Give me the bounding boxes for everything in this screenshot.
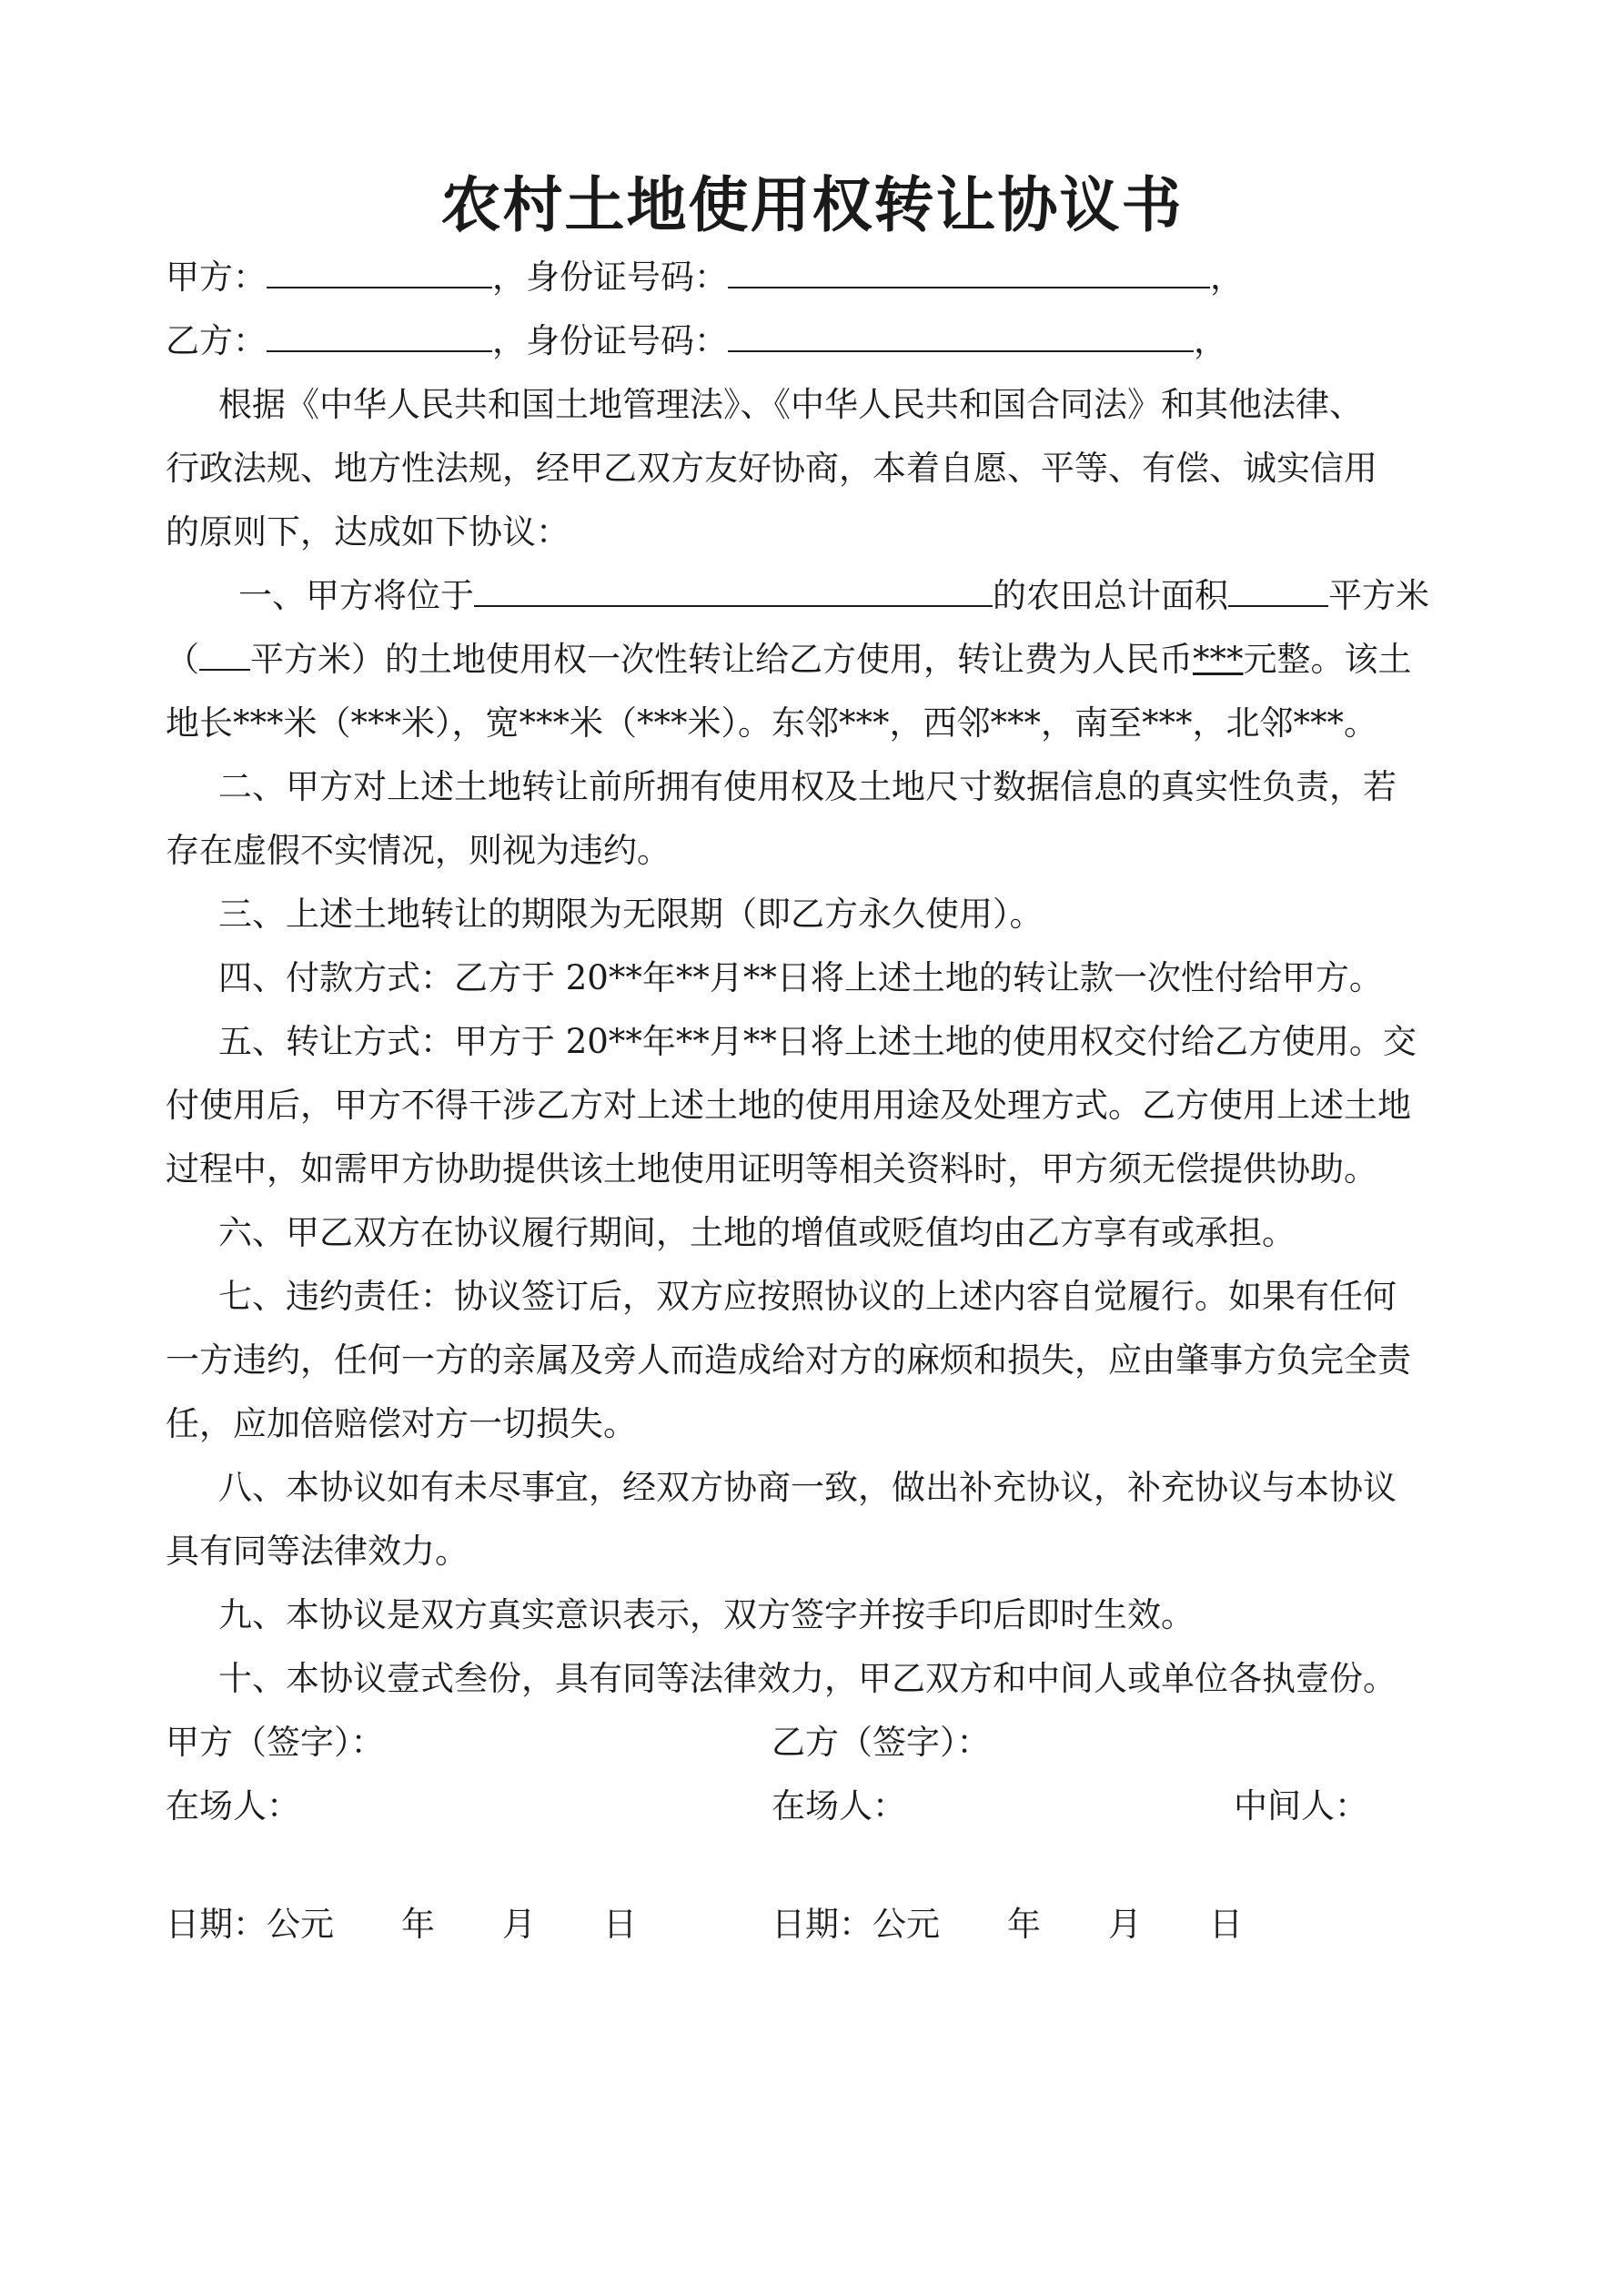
party-b-signature-label: 乙方（签字）：: [772, 1723, 991, 1762]
party-b-id-label: ，身份证号码：: [492, 321, 728, 360]
clause-7-line-1: 七、违约责任：协议签订后，双方应按照协议的上述内容自觉履行。如果有任何: [218, 1277, 1397, 1316]
date-b-label: 日期：公元 年 月 日: [772, 1905, 1243, 1944]
party-a-label: 甲方：: [166, 258, 267, 297]
price-value: ***: [1193, 640, 1244, 679]
clause-4: 四、付款方式：乙方于 20**年**月**日将上述土地的转让款一次性付给甲方。: [218, 958, 1383, 997]
clause-3: 三、上述土地转让的期限为无限期（即乙方永久使用）。: [218, 895, 1044, 934]
clause-6: 六、甲乙双方在协议履行期间，土地的增值或贬值均由乙方享有或承担。: [218, 1213, 1296, 1252]
party-b-id-blank: [728, 319, 1194, 352]
clause-8-line-1: 八、本协议如有未尽事宜，经双方协商一致，做出补充协议，补充协议与本协议: [218, 1468, 1397, 1507]
clause-1-line-3: 地长***米（***米），宽***米（***米）。东邻***，西邻***，南至***，北邻***。: [166, 703, 1377, 743]
party-a-line: 甲方： ，身份证号码： ，: [166, 258, 1244, 297]
party-b-name-blank: [267, 319, 492, 352]
witness-a-label: 在场人：: [166, 1786, 300, 1826]
party-a-id-label: ，身份证号码：: [492, 258, 728, 297]
area-blank: [1228, 574, 1328, 607]
intro-line-3: 的原则下，达成如下协议：: [166, 512, 570, 551]
area-mu-blank: [199, 638, 250, 671]
party-a-name-blank: [267, 256, 492, 288]
page-title: 农村土地使用权转让协议书: [440, 170, 1184, 240]
clause-1-line-1: 一、甲方将位于 的农田总计面积 平方米: [238, 576, 1429, 615]
clause-9: 九、本协议是双方真实意识表示，双方签字并按手印后即时生效。: [218, 1595, 1195, 1634]
party-b-line: 乙方： ，身份证号码： ，: [166, 321, 1227, 360]
intro-line-2: 行政法规、地方性法规，经甲乙双方友好协商，本着自愿、平等、有偿、诚实信用: [166, 449, 1377, 488]
clause-5-line-3: 过程中，如需甲方协助提供该土地使用证明等相关资料时，甲方须无偿提供协助。: [166, 1149, 1377, 1188]
clause-1-line-2: （ 平方米）的土地使用权一次性转让给乙方使用，转让费为人民币***元整。该土: [166, 640, 1412, 679]
clause-5-line-1: 五、转让方式：甲方于 20**年**月**日将上述土地的使用权交付给乙方使用。交: [218, 1022, 1417, 1061]
date-a-label: 日期：公元 年 月 日: [166, 1905, 637, 1944]
clause-2-line-1: 二、甲方对上述土地转让前所拥有使用权及土地尺寸数据信息的真实性负责，若: [218, 767, 1397, 806]
clause-7-line-3: 任，应加倍赔偿对方一切损失。: [166, 1404, 637, 1443]
middleman-label: 中间人：: [1234, 1786, 1368, 1826]
clause-7-line-2: 一方违约，任何一方的亲属及旁人而造成给对方的麻烦和损失，应由肇事方负完全责: [166, 1340, 1411, 1380]
location-blank: [474, 574, 993, 607]
clause-5-line-2: 付使用后，甲方不得干涉乙方对上述土地的使用用途及处理方式。乙方使用上述土地: [166, 1086, 1411, 1125]
clause-10: 十、本协议壹式叁份，具有同等法律效力，甲乙双方和中间人或单位各执壹份。: [218, 1659, 1397, 1698]
clause-8-line-2: 具有同等法律效力。: [166, 1532, 469, 1571]
party-a-signature-label: 甲方（签字）：: [166, 1723, 385, 1762]
intro-line-1: 根据《中华人民共和国土地管理法》、《中华人民共和国合同法》和其他法律、: [218, 385, 1363, 424]
witness-b-label: 在场人：: [772, 1786, 906, 1826]
party-b-label: 乙方：: [166, 321, 267, 360]
party-a-id-blank: [728, 256, 1210, 288]
clause-2-line-2: 存在虚假不实情况，则视为违约。: [166, 831, 671, 870]
